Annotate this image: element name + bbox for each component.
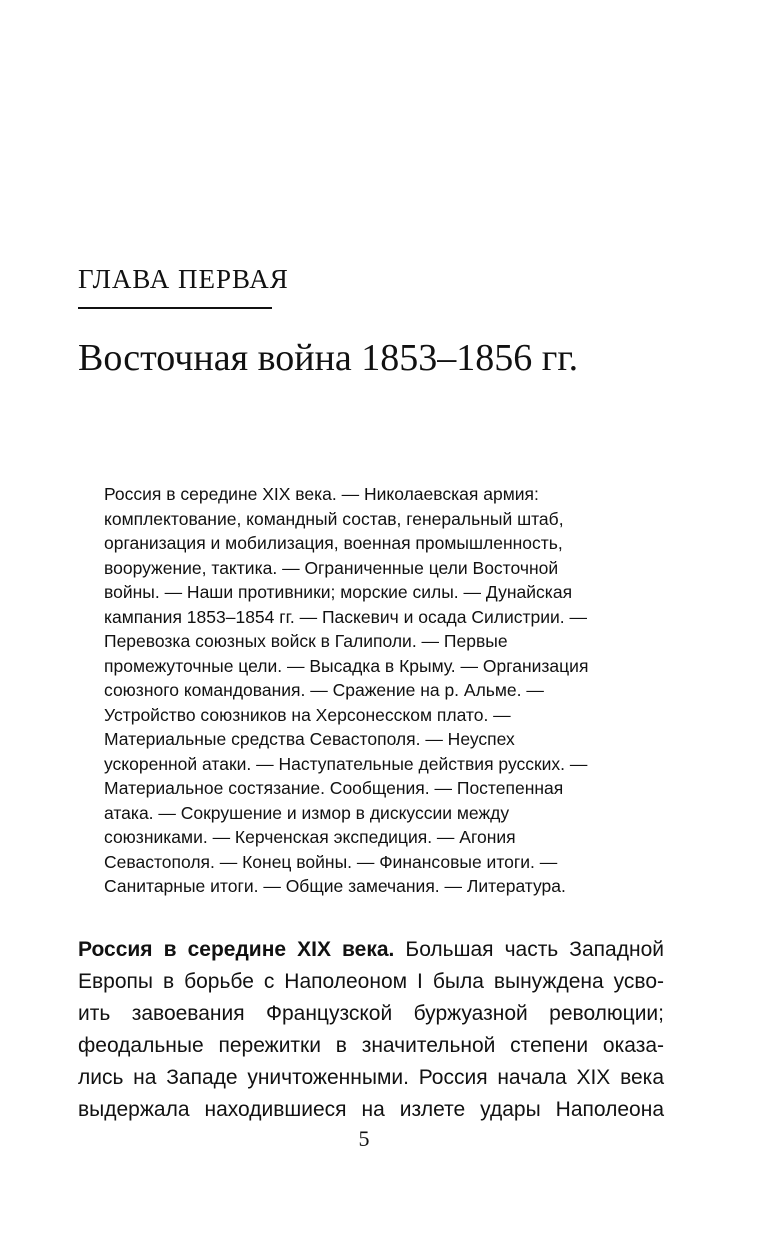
summary-line: Россия в середине XIX века. — Николаевская армия: <box>104 484 539 504</box>
summary-line: Устройство союзников на Херсонесском плато. — <box>104 704 511 725</box>
body-line: ить завоевания Французской буржуазной революции; <box>78 1002 664 1025</box>
summary-line: атака. — Сокрушение и измор в дискуссии между <box>104 802 510 823</box>
body-line: Европы в борьбе с Наполеоном I была вынуждена усво- <box>78 970 664 993</box>
chapter-title: Восточная война 1853–1856 гг. <box>78 337 579 379</box>
body-line <box>78 934 664 966</box>
summary-line: Санитарные итоги. — Общие замечания. — Литература. <box>104 876 566 896</box>
body-line: феодальные пережитки в значительной степени оказа- <box>78 1034 664 1057</box>
summary-line: кампания 1853–1854 гг. — Паскевич и осада Силистрии. — <box>104 606 587 627</box>
body-text <box>78 934 664 1126</box>
body-line: выдержала находившиеся на излете удары Наполеона <box>78 1098 664 1121</box>
section-lead: Россия в середине XIX века. <box>78 938 395 961</box>
page-number: 5 <box>358 1126 370 1151</box>
chapter-label: ГЛАВА ПЕРВАЯ <box>78 264 289 294</box>
summary-line: Перевозка союзных войск в Галиполи. — Первые <box>104 631 508 651</box>
summary-line: войны. — Наши противники; морские силы. — Дунайская <box>104 582 573 602</box>
body-line: лись на Западе уничтоженными. Россия начала XIX века <box>78 1066 664 1089</box>
summary-line: Материальное состязание. Сообщения. — Постепенная <box>104 778 564 798</box>
summary-line: вооружение, тактика. — Ограниченные цели Восточной <box>104 557 559 578</box>
chapter-summary <box>104 482 664 899</box>
summary-line: Севастополя. — Конец войны. — Финансовые итоги. — <box>104 851 558 872</box>
summary-line: союзного командования. — Сражение на р. Альме. — <box>104 680 544 700</box>
chapter-rule <box>78 307 272 309</box>
summary-line: промежуточные цели. — Высадка в Крыму. — Организация <box>104 655 589 676</box>
summary-line: ускоренной атаки. — Наступательные действия русских. — <box>104 753 588 774</box>
summary-line: Материальные средства Севастополя. — Неуспех <box>104 729 515 749</box>
body-line-rest: Большая часть Западной <box>394 938 664 961</box>
summary-line: организация и мобилизация, военная промышленность, <box>104 533 563 553</box>
summary-line: комплектование, командный состав, генеральный штаб, <box>104 508 564 529</box>
summary-line: союзниками. — Керченская экспедиция. — Агония <box>104 827 516 847</box>
